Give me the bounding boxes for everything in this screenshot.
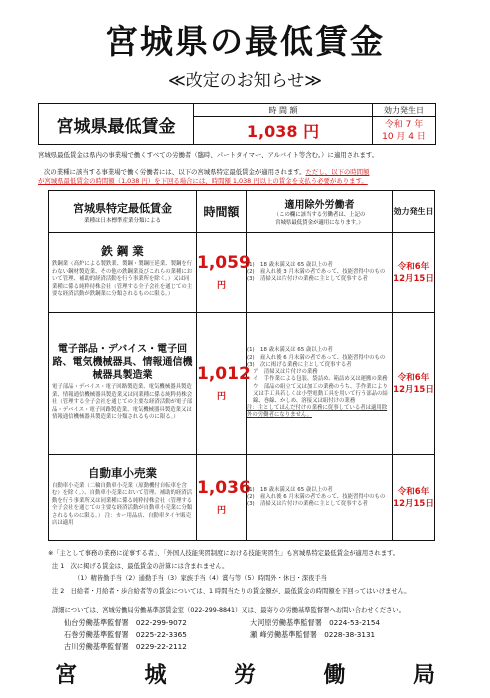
note-specific-c: が宮城県最低賃金の時間額（1,038 円）を下回る場合には、時間額 1,038 円以上の賃金を支払う必要があります。 bbox=[38, 177, 368, 185]
exclusion-list bbox=[247, 313, 393, 455]
office-phone: 0225-22-3365 bbox=[135, 630, 187, 639]
page-subtitle: ≪改定のお知らせ≫ bbox=[167, 71, 323, 91]
footer-issuer bbox=[55, 658, 435, 689]
exclusion-header bbox=[247, 191, 393, 233]
note-specific-a: 次の業種に該当する事業場で働く労働者には、以下の宮城県特定最低賃金が適用されます。 bbox=[44, 168, 306, 176]
effective-day: 12月15日 bbox=[393, 384, 434, 395]
industry-cell bbox=[49, 233, 197, 313]
exclusion-list bbox=[247, 455, 393, 541]
wage-amount: 1,059 bbox=[197, 252, 251, 273]
footnote-1-items: （1）精皆勤手当（2）通勤手当（3）家族手当（4）賞与等（5）時間外・休日・深夜手当 bbox=[74, 575, 328, 582]
effective-day: 12月15日 bbox=[393, 273, 434, 284]
office-name: 大河原労働基準監督署 bbox=[250, 618, 322, 627]
effective-year: 令和6年 bbox=[397, 372, 430, 383]
office-phone: 022-299-9072 bbox=[135, 618, 187, 627]
exclusion-item: ウ 部品の組立て又は加工の業務のうち、手作業により又は手工具若しくは小型電動工具を用いて行う部品の結線、巻線、かしめ、溶接又は組付けの業務 bbox=[253, 383, 388, 404]
industry-effective-date bbox=[393, 455, 435, 541]
exclusion-item: (1) 18 歳未満又は 65 歳以上の者 bbox=[247, 261, 333, 268]
footer-char: 局 bbox=[412, 663, 435, 688]
industry-description: 鉄鋼業（高炉による製鉄業、製鋼・製鋼圧延業、製鋼を行わない鋼材製造業、その他の鉄鋼業及びこれらの業種において管理、補助的経済活動を行う事業所を除く。）又は同業種に係る純粋持株会社（管理する全子会社を通じての主要な経済活動が鉄鋼業に分類されるものに限る。） bbox=[52, 261, 193, 298]
industry-effective-date bbox=[393, 313, 435, 455]
specific-name-header-title: 宮城県特定最低賃金 bbox=[73, 201, 172, 215]
industry-wage bbox=[197, 233, 251, 313]
office-name: 仙台労働基準監督署 bbox=[64, 618, 129, 627]
office-contact bbox=[250, 630, 375, 640]
office-phone: 0224-53-2154 bbox=[329, 618, 381, 627]
industry-cell bbox=[49, 455, 197, 541]
office-phone: 0228-38-3131 bbox=[324, 630, 376, 639]
exclusion-item: (2) 雇入れ後 6 月未満の者であって、技能習得中のもの bbox=[247, 493, 386, 500]
industry-name: 自動車小売業 bbox=[88, 465, 157, 480]
footnote-2: 注 2 日給者・月給者・歩合給者等の賃金については、1 時間当たりの賃金額が、最低賃金の時間額を下回ってはいけません。 bbox=[52, 588, 411, 595]
exclusion-item: (3) 清掃又は片付けの業務に主として従事する者 bbox=[247, 501, 368, 508]
industry-wage bbox=[197, 455, 251, 541]
industry-name: 鉄 鋼 業 bbox=[101, 244, 144, 259]
footer-char: 働 bbox=[323, 663, 346, 688]
footer-char: 労 bbox=[233, 663, 256, 688]
note-applicability: 宮城県最低賃金は県内の事業場で働くすべての労働者（臨時、パートタイマー、アルバイト等含む。）に適用されます。 bbox=[38, 151, 379, 159]
footnote-1: 注 1 次に掲げる賃金は、最低賃金の計算には含まれません。 bbox=[52, 563, 229, 570]
exclusion-item: ア 清掃又は片付けの業務 bbox=[253, 369, 318, 376]
minimum-wage-effective-date bbox=[373, 117, 436, 145]
effective-header: 効力発生日 bbox=[373, 104, 436, 117]
exclusion-item: (1) 18 歳未満又は 65 歳以上の者 bbox=[247, 347, 333, 354]
effective-year: 令和6年 bbox=[397, 261, 430, 272]
note-specific-b: ただし、以下の時間額 bbox=[305, 168, 370, 176]
industry-cell bbox=[49, 313, 197, 455]
effective-day: 10 月 4 日 bbox=[382, 131, 426, 142]
footer-char: 宮 bbox=[55, 663, 78, 688]
note-specific-wage bbox=[44, 168, 369, 177]
exclusion-item: (1) 18 歳未満又は 65 歳以上の者 bbox=[247, 486, 333, 493]
footnote-asterisk: ※「主として事務の業務に従事する者」、「外国人技能実習制度における技能実習生」も宮城県特定最低賃金が適用されます。 bbox=[48, 550, 400, 557]
industry-wage bbox=[197, 313, 251, 455]
exclusion-list bbox=[247, 233, 393, 313]
contact-intro: 詳細については、宮城労働局労働基準部賃金室（022-299-8841）又は、最寄りの労働基準監督署へお問い合わせください。 bbox=[52, 607, 406, 614]
effective-year: 令和6年 bbox=[397, 486, 430, 497]
exclusion-header-note-2: 宮城県最低賃金が適用になります。） bbox=[275, 220, 364, 226]
specific-name-header-note: 業種は日本標準産業分類による bbox=[83, 217, 161, 224]
specific-wage-header: 時間額 bbox=[197, 191, 247, 233]
office-name: 古川労働基準監督署 bbox=[64, 642, 129, 651]
wage-amount: 1,036 bbox=[197, 477, 251, 498]
office-name: 瀬 峰労働基準監督署 bbox=[250, 630, 317, 639]
specific-name-header bbox=[49, 191, 197, 233]
effective-year: 令和 7 年 bbox=[384, 119, 424, 130]
footer-char: 城 bbox=[144, 663, 167, 688]
exclusion-header-note-1: （この欄に該当する労働者は、上記の bbox=[273, 212, 366, 218]
table-row bbox=[49, 313, 435, 455]
office-contact bbox=[64, 618, 187, 628]
exclusion-header-title: 適用除外労働者 bbox=[284, 200, 355, 211]
specific-effective-header: 効力発生日 bbox=[393, 191, 435, 233]
specific-wage-table bbox=[48, 190, 435, 541]
exclusion-item: (3) 清掃又は片付けの業務に主として従事する者 bbox=[247, 276, 368, 283]
table-row bbox=[49, 455, 435, 541]
minimum-wage-table bbox=[38, 103, 436, 145]
industry-name: 電子部品・デバイス・電子回路、電気機械器具、情報通信機械器具製造業 bbox=[52, 344, 193, 382]
office-contact bbox=[64, 642, 187, 652]
exclusion-item: (3) 次に掲げる業務に主として従事する者 bbox=[247, 361, 352, 368]
exclusion-item: イ 手作業による包装、袋詰め、箱詰め又は運搬の業務 bbox=[253, 376, 388, 383]
minimum-wage-value: 1,038 円 bbox=[194, 117, 373, 145]
industry-description: 電子部品・デバイス・電子回路製造業、電気機械器具製造業、情報通信機械器具製造業又は同業種に係る純粋持株会社（管理する全子会社を通じての主要な経済活動が電子部品・デバイス・電子回路製造業、電気機械器具製造業又は情報通信機械器具製造業に分類されるものに限る。） bbox=[52, 384, 193, 421]
effective-day: 12月15日 bbox=[393, 498, 434, 509]
wage-unit: 円 bbox=[216, 391, 226, 402]
table-row bbox=[49, 233, 435, 313]
exclusion-item: (2) 雇入れ後 6 月未満の者であって、技能習得中のもの bbox=[247, 354, 386, 361]
wage-unit: 円 bbox=[216, 505, 226, 516]
wage-unit: 円 bbox=[216, 280, 226, 291]
office-contact bbox=[64, 630, 187, 640]
exclusion-note: 注：主としてほんだ付けの業務に従事している者は適用除外の労働者になりません。 bbox=[247, 405, 388, 419]
minimum-wage-label: 宮城県最低賃金 bbox=[39, 104, 194, 145]
industry-description: 自動車小売業（二輪自動車小売業（原動機付自転車を含む）を除く。）、自動車小売業において管理、補助的経済活動を行う事業所又は同業種に係る純粋持株会社（管理する全子会社を通じての主要な経済活動が自動車小売業に分類されるものに限る。） 注：カー用品店、自動車タイヤ販売店は適用 bbox=[52, 482, 193, 526]
office-contact bbox=[250, 618, 380, 628]
office-phone: 0229-22-2112 bbox=[135, 642, 187, 651]
page-title: 宮城県の最低賃金 bbox=[105, 22, 385, 61]
industry-effective-date bbox=[393, 233, 435, 313]
office-name: 石巻労働基準監督署 bbox=[64, 630, 129, 639]
wage-amount: 1,012 bbox=[197, 363, 251, 384]
exclusion-item: (2) 雇入れ後 3 月未満の者であって、技能習得中のもの bbox=[247, 268, 386, 275]
wage-header: 時 間 額 bbox=[194, 104, 373, 117]
